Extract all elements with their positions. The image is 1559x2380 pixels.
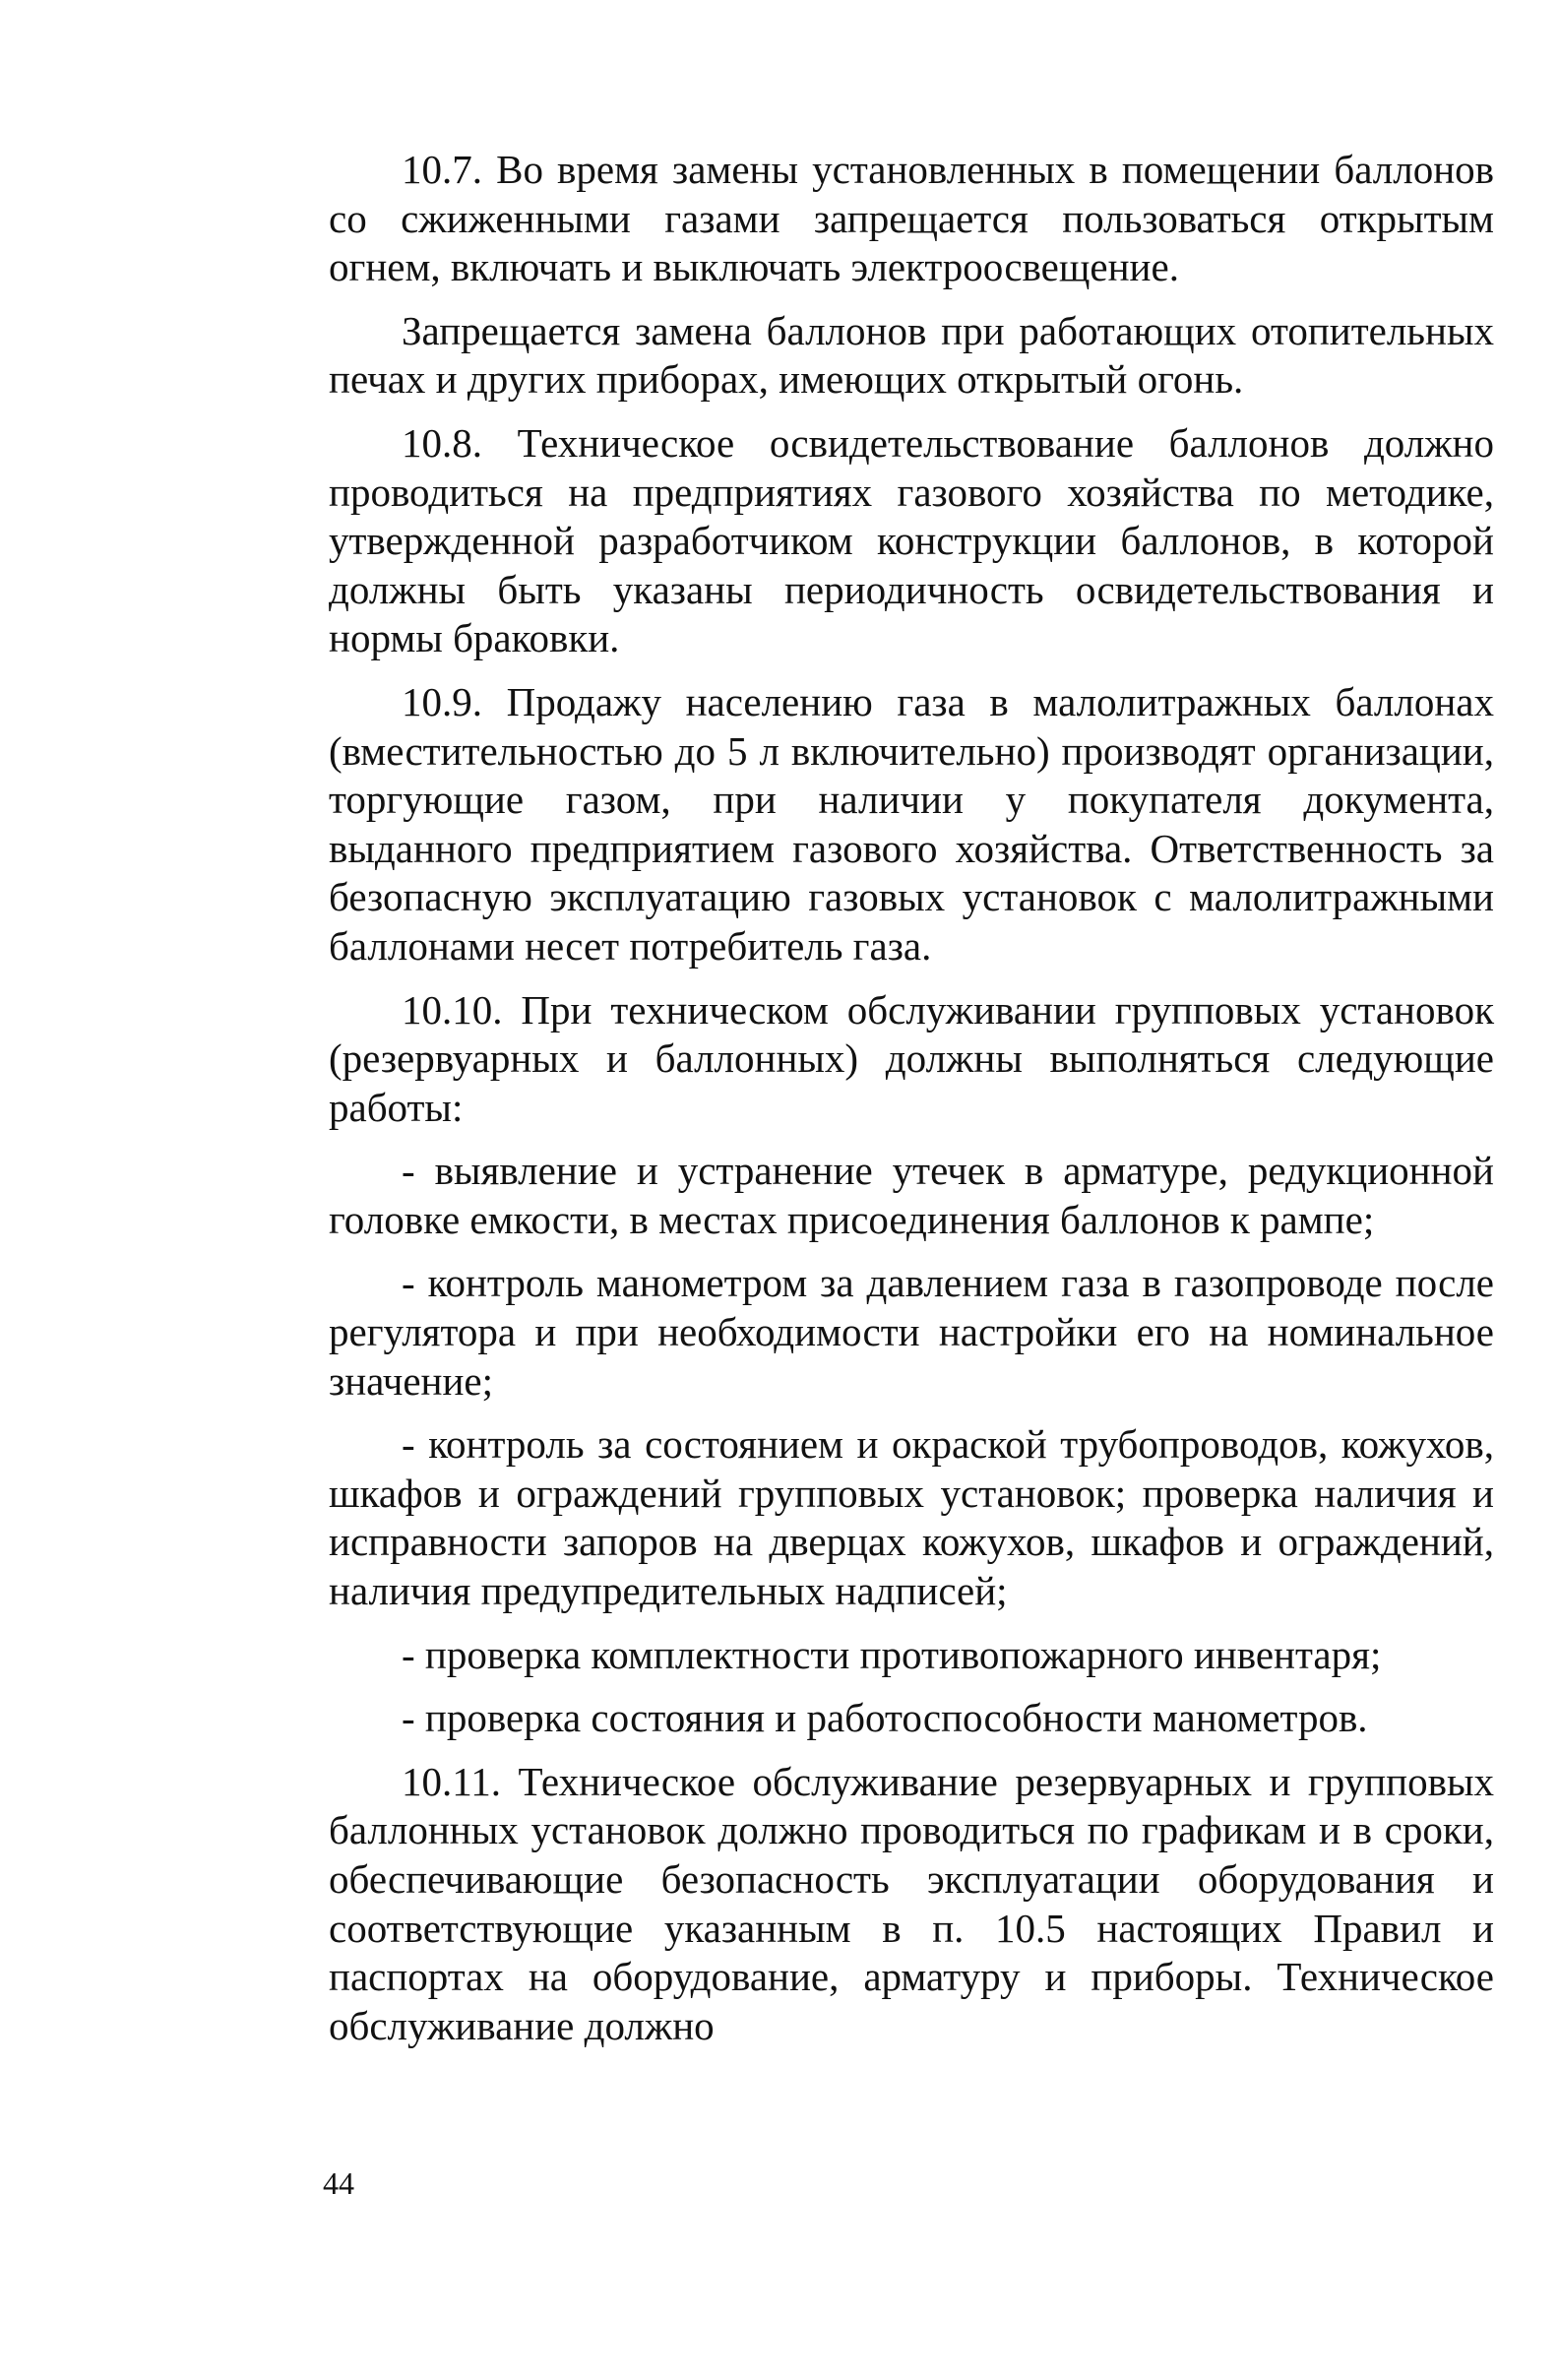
page-number: 44 [323,2165,354,2201]
list-item-fire-equipment-check: - проверка комплектности противопожарного инвентаря; [402,1631,1382,1677]
list-item-pressure-control: - контроль манометром за давлением газа в газопроводе после регулятора и при необходимости настройки его на номинальное значение; [329,1260,1494,1404]
paragraph-10-10: 10.10. При техническом обслуживании групповых установок (резервуарных и баллонных) должны выполняться следующие работы: [329,986,1494,1130]
list-item-manometer-check: - проверка состояния и работоспособности манометров. [402,1695,1368,1741]
paragraph-replacement-prohibition: Запрещается замена баллонов при работающих отопительных печах и других приборах, имеющих открытый огонь. [329,307,1494,403]
list-item-leak-detection: - выявление и устранение утечек в арматуре, редукционной головке емкости, в местах присоединения баллонов к рампе; [329,1148,1494,1242]
list-item-condition-control: - контроль за состоянием и окраской трубопроводов, кожухов, шкафов и ограждений групповых установок; проверка наличия и исправности запоров на дверцах кожухов, шкафов и ограждений, наличия предупредительных надписей; [329,1421,1494,1614]
paragraph-10-8: 10.8. Техническое освидетельствование баллонов должно проводиться на предприятиях газового хозяйства по методике, утвержденной разработчиком конструкции баллонов, в которой должны быть указаны периодичность освидетельствования и нормы браковки. [329,419,1494,661]
paragraph-10-9: 10.9. Продажу населению газа в малолитражных баллонах (вместительностью до 5 л включительно) производят организации, торгующие газом, при наличии у покупателя документа, выданного предприятием газового хозяйства. Ответственность за безопасную эксплуатацию газовых установок с малолитражными баллонами несет потребитель газа. [329,678,1494,969]
document-page [329,146,1494,2065]
paragraph-10-7: 10.7. Во время замены установленных в помещении баллонов со сжиженными газами запрещается пользоваться открытым огнем, включать и выключать электроосвещение. [329,147,1494,290]
paragraph-10-11: 10.11. Техническое обслуживание резервуарных и групповых баллонных установок должно проводиться по графикам и в сроки, обеспечивающие безопасность эксплуатации оборудования и соответствующие указанным в п. 10.5 настоящих Правил и паспортах на оборудование, арматуру и приборы. Техническое обслуживание должно [329,1758,1494,2048]
